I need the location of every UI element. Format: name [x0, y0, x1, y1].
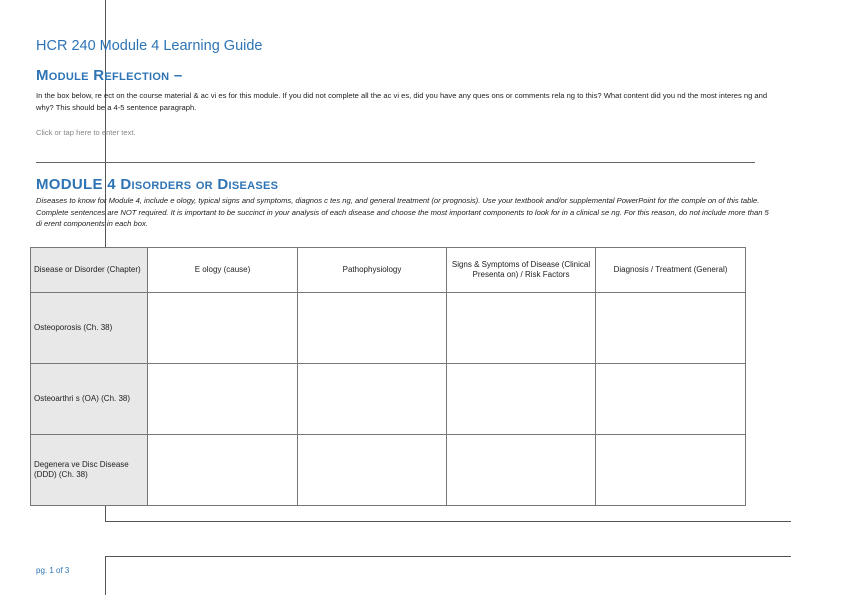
header-signs-symptoms: Signs & Symptoms of Disease (Clinical Presenta on) / Risk Factors [447, 248, 596, 293]
row-label-ddd: Degenera ve Disc Disease (DDD) (Ch. 38) [31, 435, 148, 506]
reflection-text-input[interactable]: Click or tap here to enter text. [36, 128, 136, 137]
header-pathophysiology: Pathophysiology [298, 248, 447, 293]
table-row [31, 364, 746, 435]
disorders-table [30, 247, 746, 506]
table-cell-input[interactable] [148, 435, 298, 506]
module-reflection-instructions: In the box below, re ect on the course material & ac vi es for this module. If you did not complete all the ac vi es, did you have any ques ons or comments rela ng to this? What content did you nd the most interes ng and why? This should be a 4-5 sentence paragraph. [36, 91, 768, 112]
table-cell-input[interactable] [596, 364, 746, 435]
footer-box-left-border [105, 556, 106, 595]
page-number: pg. 1 of 3 [36, 566, 70, 575]
header-etiology: E ology (cause) [148, 248, 298, 293]
margin-line-horizontal [105, 521, 791, 522]
disorders-heading: MODULE 4 Disorders or Diseases [36, 176, 279, 193]
table-cell-input[interactable] [447, 293, 596, 364]
header-disease: Disease or Disorder (Chapter) [31, 248, 148, 293]
table-header-row [31, 248, 746, 293]
disorders-instructions: Diseases to know for Module 4, include e ology, typical signs and symptoms, diagnos c tes ng, and general treatment (or prognosis). Use your textbook and/or supplemental PowerPoint for the comple on of this table. Complete sentences are NOT required. It is important to be succinct in your analysis of each disease and choose the most important components to look for in a clinical se ng. For this reason, do not include more than 5 di erent components in each box. [36, 196, 769, 228]
table-cell-input[interactable] [148, 364, 298, 435]
table-cell-input[interactable] [298, 364, 447, 435]
section-divider [36, 162, 755, 163]
row-label-osteoarthritis: Osteoarthri s (OA) (Ch. 38) [31, 364, 148, 435]
table-cell-input[interactable] [596, 293, 746, 364]
table-cell-input[interactable] [447, 364, 596, 435]
table-cell-input[interactable] [298, 293, 447, 364]
table-row [31, 293, 746, 364]
table-cell-input[interactable] [148, 293, 298, 364]
module-reflection-heading: Module Reflection – [36, 67, 183, 84]
table-cell-input[interactable] [298, 435, 447, 506]
document-title: HCR 240 Module 4 Learning Guide [36, 38, 263, 54]
table-row [31, 435, 746, 506]
header-diagnosis-treatment: Diagnosis / Treatment (General) [596, 248, 746, 293]
row-label-osteoporosis: Osteoporosis (Ch. 38) [31, 293, 148, 364]
table-cell-input[interactable] [596, 435, 746, 506]
table-cell-input[interactable] [447, 435, 596, 506]
footer-box-top-border [105, 556, 791, 557]
